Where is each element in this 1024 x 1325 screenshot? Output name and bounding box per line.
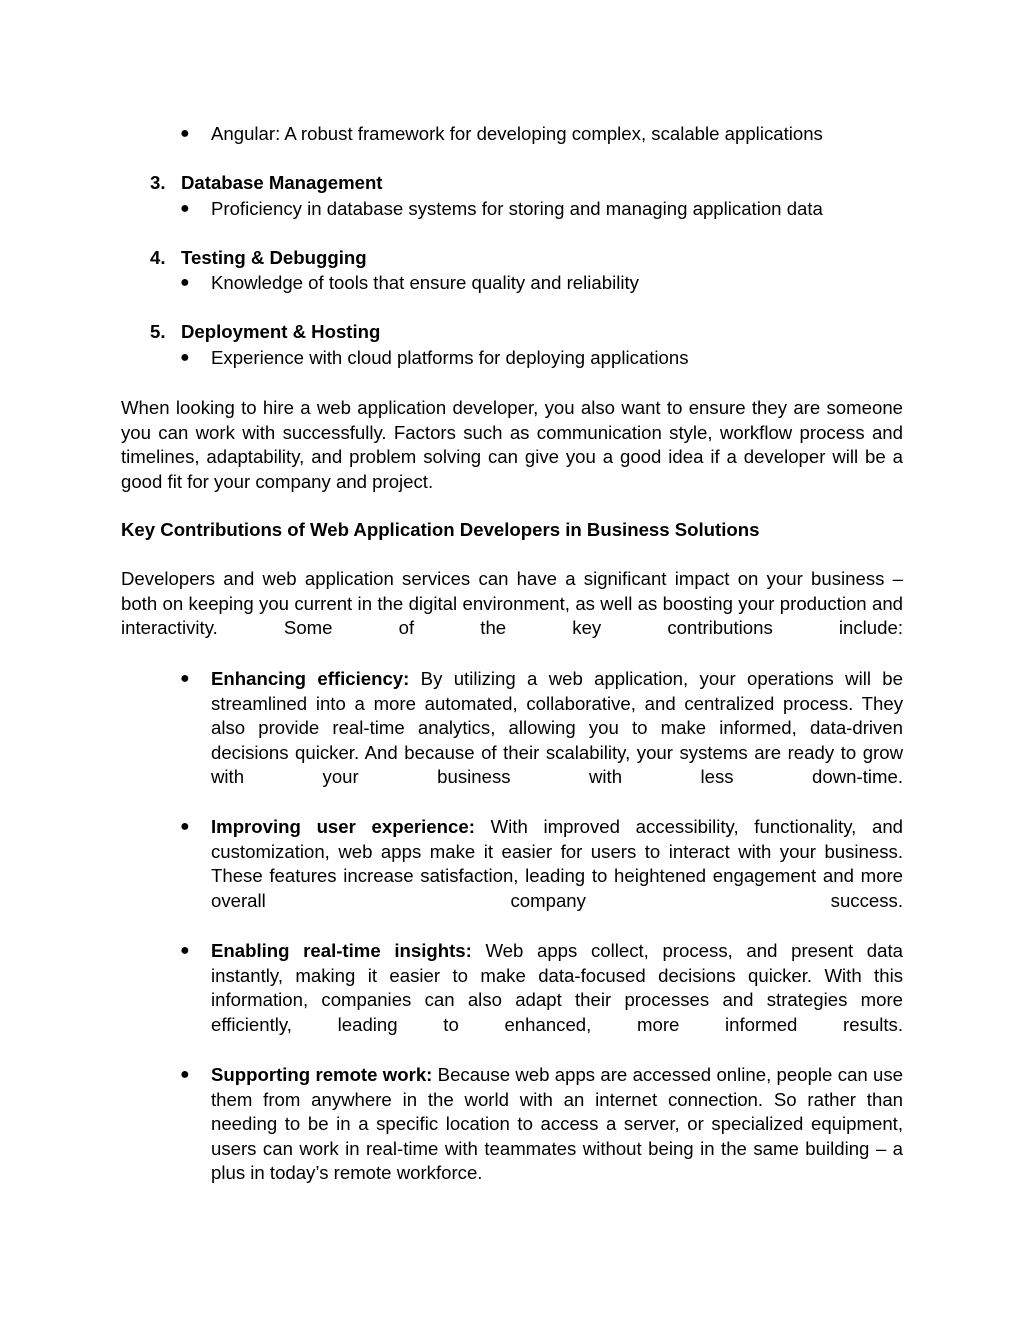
contribution-label: Supporting remote work: [211, 1064, 433, 1085]
bullet-icon: ● [180, 200, 190, 217]
list-item-detail: Knowledge of tools that ensure quality and reliability [211, 272, 639, 293]
contribution-label: Improving user experience: [211, 816, 475, 837]
contribution-improving-user-experience [211, 815, 903, 913]
contribution-enabling-real-time-insights [211, 939, 903, 1037]
list-number: 5. [150, 321, 166, 342]
contribution-supporting-remote-work [211, 1063, 903, 1186]
bullet-text-angular: Angular: A robust framework for developing complex, scalable applications [211, 123, 823, 144]
intro-paragraph: Developers and web application services can have a significant impact on your business – both on keeping you current in the digital environment, as well as boosting your production and interactivity. Some of the key contributions include: [121, 568, 903, 639]
bullet-icon: ● [180, 818, 190, 835]
bullet-icon: ● [180, 942, 190, 959]
list-item-title: Deployment & Hosting [181, 321, 381, 342]
list-item-title: Database Management [181, 172, 383, 193]
hire-paragraph: When looking to hire a web application developer, you also want to ensure they are someone you can work with successfully. Factors such as communication style, workflow process and timelines, adaptability, and problem solving can give you a good idea if a developer will be a good fit for your company and project. [121, 397, 903, 492]
list-item-title: Testing & Debugging [181, 247, 367, 268]
bullet-icon: ● [180, 1066, 190, 1083]
bullet-icon: ● [180, 349, 190, 366]
contribution-label: Enhancing efficiency: [211, 668, 410, 689]
bullet-icon: ● [180, 125, 190, 142]
bullet-icon: ● [180, 670, 190, 687]
list-number: 4. [150, 247, 166, 268]
list-number: 3. [150, 172, 166, 193]
list-item-detail: Proficiency in database systems for storing and managing application data [211, 198, 823, 219]
contribution-text: Because web apps are accessed online, people can use them from anywhere in the world with an internet connection. So rather than needing to be in a specific location to access a server, or specialized equipment, users can work in real-time with teammates without being in the same building – a plus in today’s remote workforce. [211, 1064, 903, 1184]
contribution-enhancing-efficiency [211, 667, 903, 790]
contribution-label: Enabling real-time insights: [211, 940, 472, 961]
contribution-text: By utilizing a web application, your operations will be streamlined into a more automated, collaborative, and centralized process. They also provide real-time analytics, allowing you to make informed, data-driven decisions quicker. And because of their scalability, your systems are ready to grow with your business with less down-time. [211, 668, 903, 788]
section-heading: Key Contributions of Web Application Developers in Business Solutions [121, 519, 760, 540]
contribution-text: With improved accessibility, functionality, and customization, web apps make it easier for users to interact with your business. These features increase satisfaction, leading to heightened engagement and more overall company success. [211, 816, 903, 911]
bullet-icon: ● [180, 274, 190, 291]
list-item-detail: Experience with cloud platforms for deploying applications [211, 347, 689, 368]
contribution-text: Web apps collect, process, and present data instantly, making it easier to make data-focused decisions quicker. With this information, companies can also adapt their processes and strategies more efficiently, leading to enhanced, more informed results. [211, 940, 903, 1035]
